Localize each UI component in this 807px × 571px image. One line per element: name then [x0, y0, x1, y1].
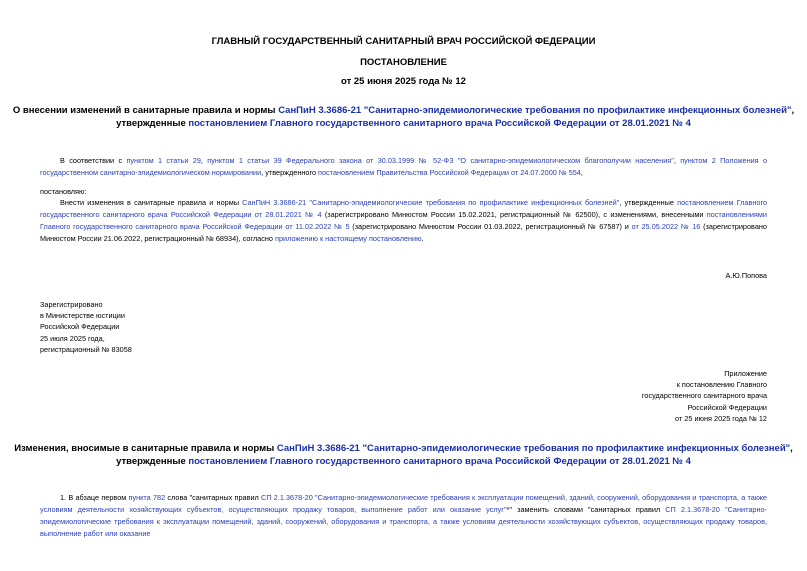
link-art39-law[interactable]: пунктом 1 статьи 39 Федерального закона от 30.03.1999 № 52-ФЗ "О санитарно-эпидемиологическом благополучии населения"	[207, 156, 674, 165]
doc-date-number: от 25 июня 2025 года № 12	[341, 76, 466, 87]
title-link-decree[interactable]: постановлением Главного государственного санитарного врача Российской Федерации от 28.01.2021 № 4	[188, 118, 691, 129]
signature: А.Ю.Попова	[725, 271, 767, 280]
registration-line: 25 июля 2025 года,	[40, 333, 105, 343]
text: слова "санитарных правил	[165, 493, 262, 502]
link-sanpin[interactable]: СанПиН 3.3686-21 "Санитарно-эпидемиологические требования по профилактике инфекционных болезней"	[242, 198, 620, 207]
registration-block	[40, 299, 132, 355]
text: В соответствии с	[60, 156, 127, 165]
doc-type-heading: ПОСТАНОВЛЕНИЕ	[360, 57, 447, 68]
link-art29[interactable]: пунктом 1 статьи 29	[126, 156, 201, 165]
appendix-line: Приложение	[724, 369, 767, 378]
text: (зарегистрировано Минюстом России 15.02.2021, регистрационный № 62500), с изменениями, внесенными	[321, 210, 707, 219]
appendix-line: к постановлению Главного	[676, 380, 767, 390]
link-decree-2021[interactable]: постановлением Главного государственного санитарного врача Российской Федерации от 28.01.2021 № 4	[40, 198, 768, 219]
registration-line: Зарегистрировано	[40, 300, 103, 309]
registration-line: Российской Федерации	[40, 322, 120, 332]
decree-word: постановляю:	[40, 187, 87, 196]
appendix-note	[642, 368, 767, 424]
preamble-paragraph	[40, 155, 767, 179]
appendix-line: Российской Федерации	[687, 402, 767, 412]
authority-heading: ГЛАВНЫЙ ГОСУДАРСТВЕННЫЙ САНИТАРНЫЙ ВРАЧ РОССИЙСКОЙ ФЕДЕРАЦИИ	[211, 36, 596, 47]
link-appendix[interactable]: приложению к настоящему постановлению	[275, 234, 422, 243]
text: Внести изменения в санитарные правила и нормы	[60, 198, 243, 207]
registration-line: регистрационный № 83058	[40, 344, 132, 354]
link-decrees-2022[interactable]: постановлениями Главного государственного санитарного врача Российской Федерации от 11.02.2022 № 5	[40, 210, 767, 231]
title-link-sanpin[interactable]: СанПиН 3.3686-21 "Санитарно-эпидемиологические требования по профилактике инфекционных болезней"	[278, 105, 792, 116]
appendix-line: государственного санитарного врача	[641, 391, 767, 401]
changes-title-line2-prefix: утвержденные	[116, 456, 189, 467]
title-line2-prefix: утвержденные	[116, 118, 189, 129]
text: .	[421, 234, 424, 243]
title-prefix: О внесении изменений в санитарные правила и нормы	[12, 105, 279, 116]
text: ,	[673, 156, 681, 165]
changes-title-mid: ,	[790, 443, 793, 454]
document-title	[0, 104, 807, 130]
changes-title-link-decree[interactable]: постановлением Главного государственного санитарного врача Российской Федерации от 28.01.2021 № 4	[188, 456, 691, 467]
text: ,	[580, 168, 583, 177]
text: 1. В абзаце первом	[60, 493, 129, 502]
title-mid: ,	[791, 105, 795, 116]
text: (зарегистрировано Минюстом России 21.06.2022, регистрационный № 68934), согласно	[40, 222, 767, 243]
text: , утвержденные	[619, 198, 678, 207]
text: *" заменить словами "санитарных правил	[506, 505, 666, 514]
changes-title	[0, 442, 807, 468]
link-regulation-p2[interactable]: пунктом 2 Положения о государственном санитарно-эпидемиологическом нормировании	[40, 156, 768, 177]
decree-paragraph	[40, 197, 767, 245]
link-decree-16[interactable]: от 25.05.2022 № 16	[631, 222, 701, 231]
text: , утвержденного	[261, 168, 319, 177]
changes-title-prefix: Изменения, вносимые в санитарные правила и нормы	[14, 443, 277, 454]
link-sp-new[interactable]: СП 2.1.3678-20 "Санитарно-эпидемиологические требования к эксплуатации помещений, зданий, сооружений, оборудования и транспорта, а также условиям деятельности хозяйствующих субъектов, осуществляющих продажу товаров, выполнение работ или оказание	[40, 505, 767, 538]
change-item-1	[40, 492, 767, 540]
link-sp-old[interactable]: СП 2.1.3678-20 "Санитарно-эпидемиологические требования к эксплуатации помещений, зданий, сооружений, оборудования и транспорта, а также условиям деятельности хозяйствующих субъектов, осуществляющих продажу товаров, выполнение работ или оказание услуг"	[40, 493, 767, 514]
registration-line: в Министерстве юстиции	[40, 311, 125, 321]
link-point-782[interactable]: пункта 782	[128, 493, 166, 502]
appendix-line: от 25 июня 2025 года № 12	[675, 413, 767, 423]
text: (зарегистрировано Минюстом России 01.03.2022, регистрационный № 67587) и	[349, 222, 632, 231]
changes-title-link-sanpin[interactable]: СанПиН 3.3686-21 "Санитарно-эпидемиологические требования по профилактике инфекционных болезней"	[276, 443, 791, 454]
text: ,	[200, 156, 208, 165]
link-gov-decree-554[interactable]: постановлением Правительства Российской Федерации от 24.07.2000 № 554	[318, 168, 581, 177]
